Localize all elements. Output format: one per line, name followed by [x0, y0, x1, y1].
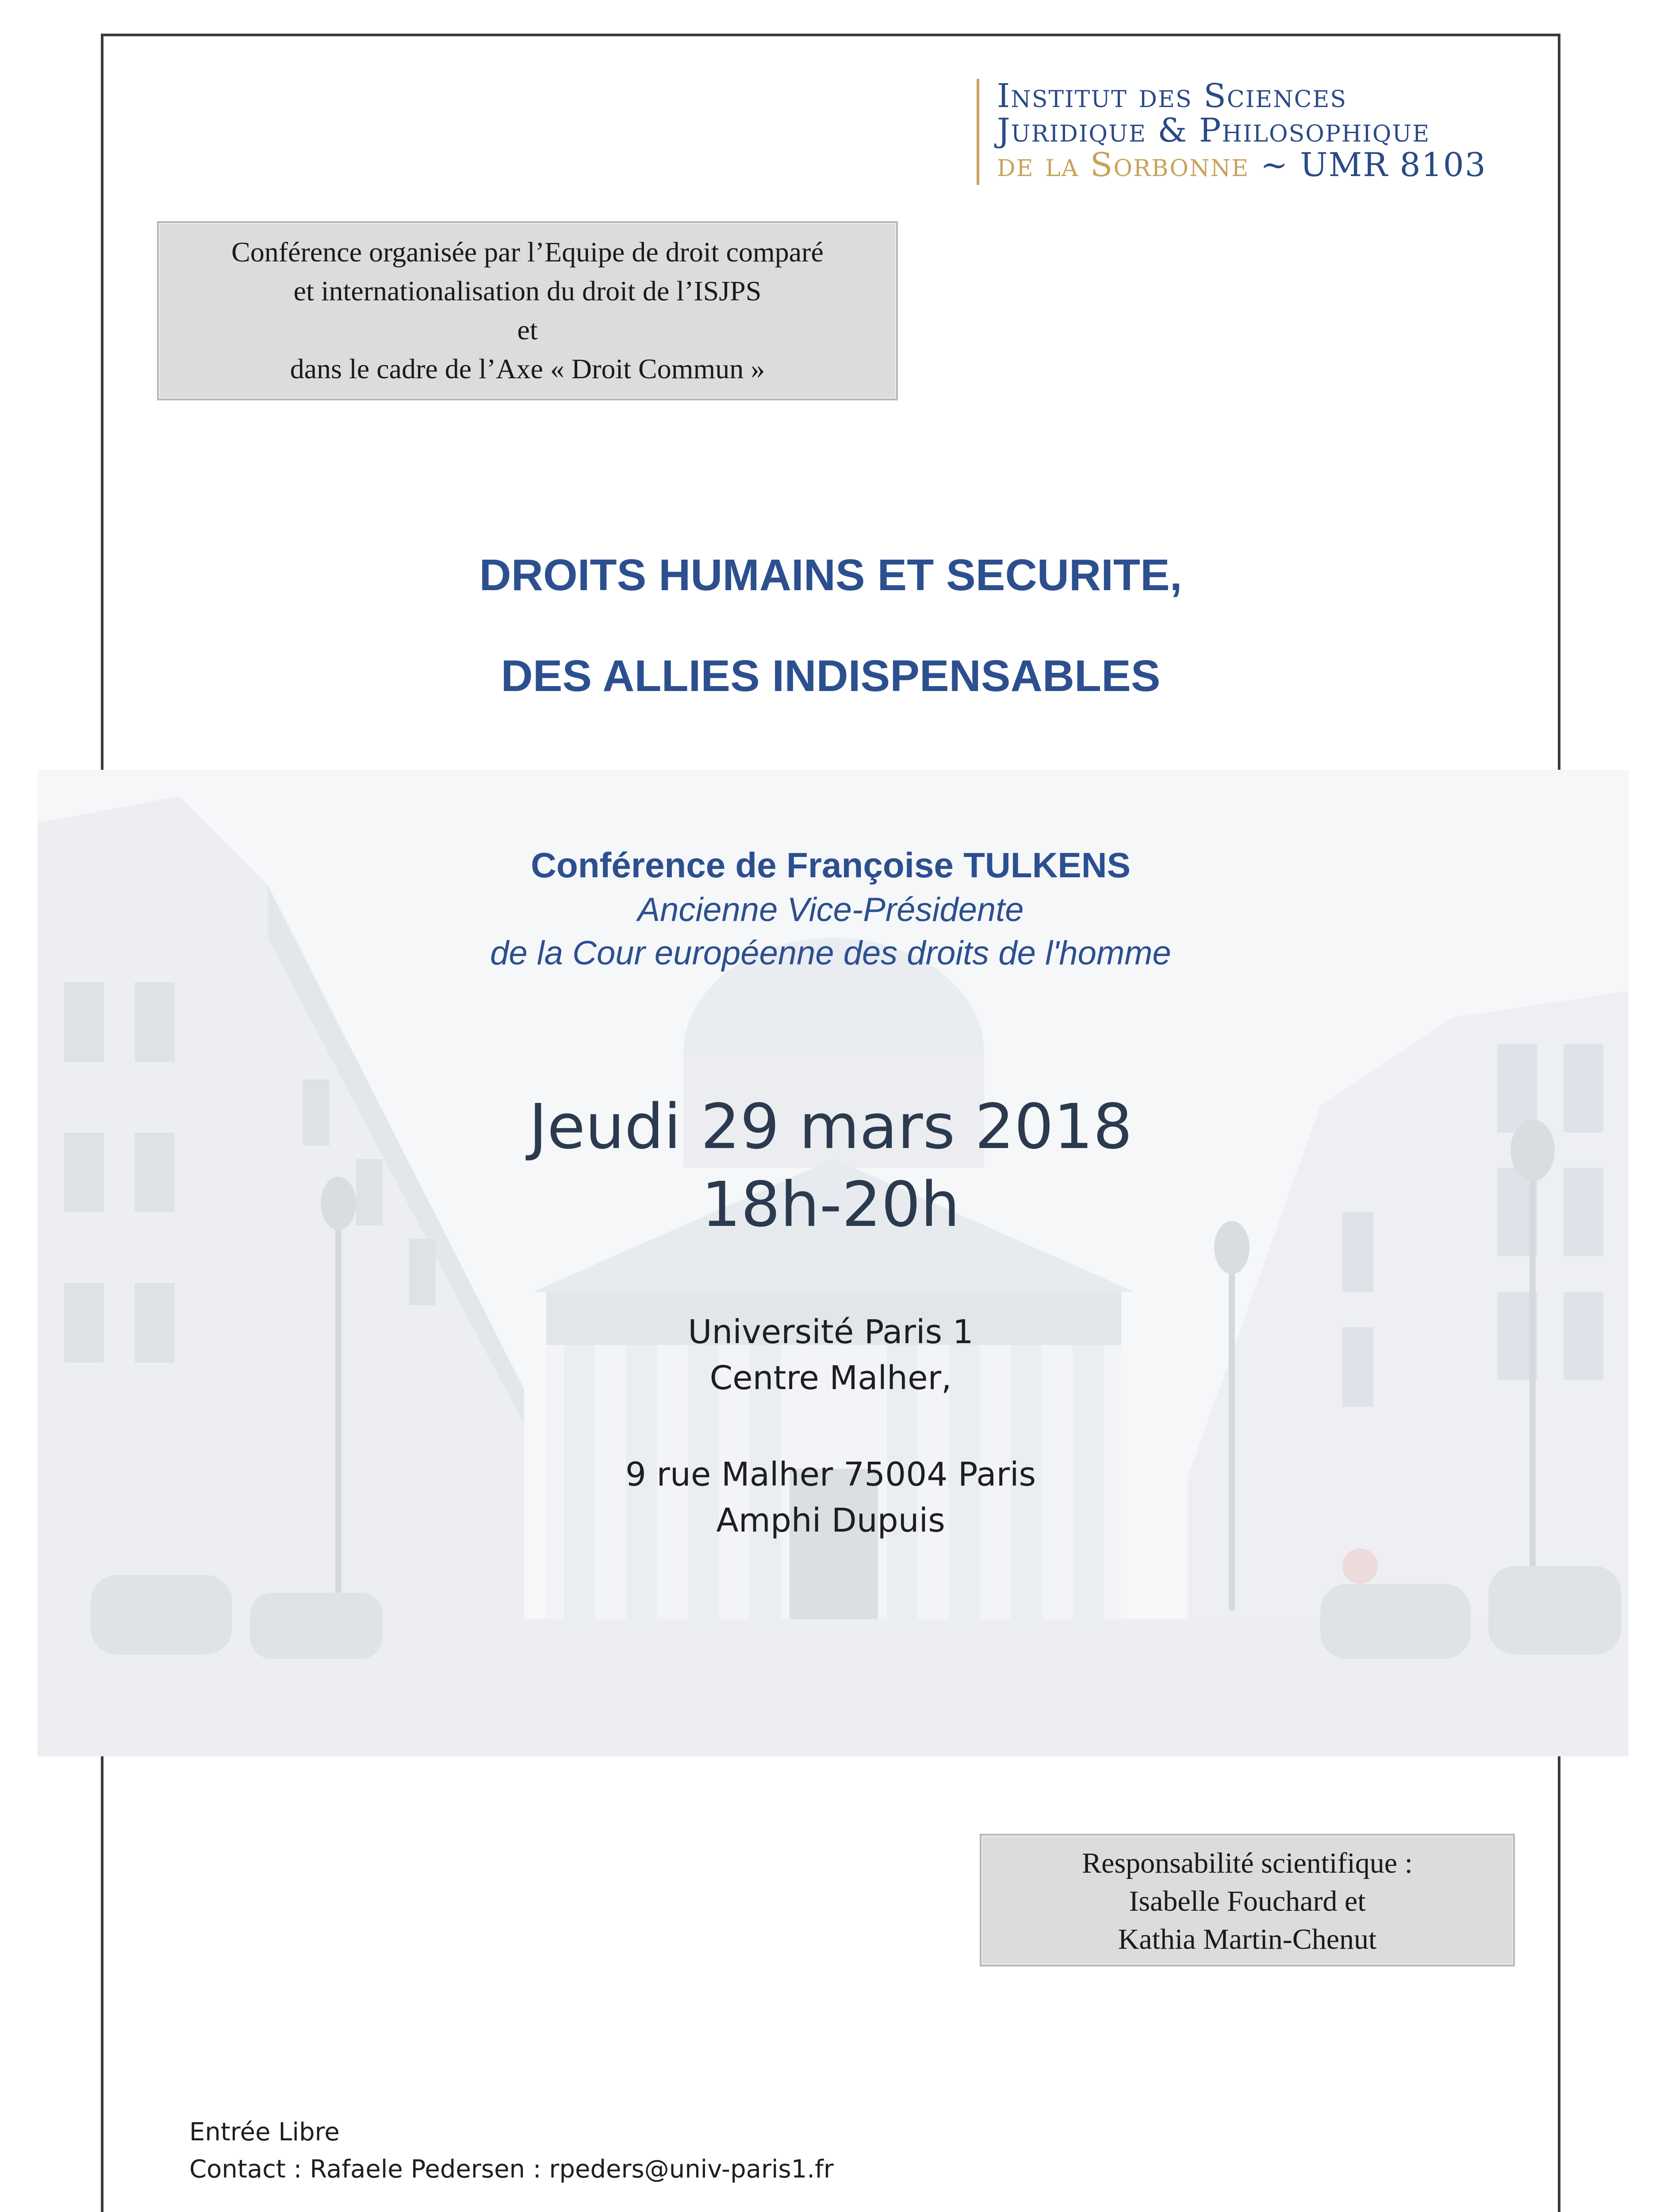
organizer-line-3: et: [517, 314, 538, 346]
event-date: Jeudi 29 mars 2018: [529, 1091, 1133, 1163]
speaker-name: Conférence de Françoise TULKENS: [531, 845, 1131, 885]
responsibility-line-1: Responsabilité scientifique :: [1082, 1847, 1413, 1879]
institute-logo: [977, 79, 1507, 185]
venue-line-4: Amphi Dupuis: [716, 1502, 945, 1540]
logo-line-3-text: de la Sorbonne: [997, 146, 1250, 184]
contact-info: Contact : Rafaele Pedersen : rpeders@univ-paris1.fr: [189, 2155, 834, 2184]
venue-line-2: Centre Malher,: [709, 1359, 952, 1397]
title-line-2: DES ALLIES INDISPENSABLES: [501, 651, 1161, 701]
logo-line-1: Institut des Sciences: [997, 77, 1347, 115]
responsibility-line-3: Kathia Martin-Chenut: [1118, 1923, 1377, 1955]
venue-line-3: 9 rue Malher 75004 Paris: [625, 1455, 1036, 1494]
venue-line-1: Université Paris 1: [688, 1313, 974, 1351]
event-time: 18h-20h: [701, 1169, 960, 1241]
logo-line-2: Juridique & Philosophique: [997, 111, 1430, 150]
organizer-line-4: dans le cadre de l’Axe « Droit Commun »: [290, 353, 765, 384]
speaker-role-line-2: de la Cour européenne des droits de l'homme: [490, 934, 1171, 972]
footer: [189, 2114, 834, 2188]
entry-info: Entrée Libre: [189, 2118, 340, 2147]
responsibility-box: [980, 1834, 1515, 1966]
responsibility-line-2: Isabelle Fouchard et: [1129, 1885, 1366, 1917]
speaker-role-line-1: Ancienne Vice-Présidente: [637, 891, 1024, 929]
title-line-1: DROITS HUMAINS ET SECURITE,: [479, 550, 1182, 600]
organizer-line-2: et internationalisation du droit de l’ISJPS: [293, 275, 762, 307]
logo-umr: ~ UMR 8103: [1260, 146, 1487, 184]
organizer-box: [157, 221, 898, 400]
logo-line-3: [997, 148, 1507, 182]
organizer-line-1: Conférence organisée par l’Equipe de droit comparé: [231, 236, 824, 268]
